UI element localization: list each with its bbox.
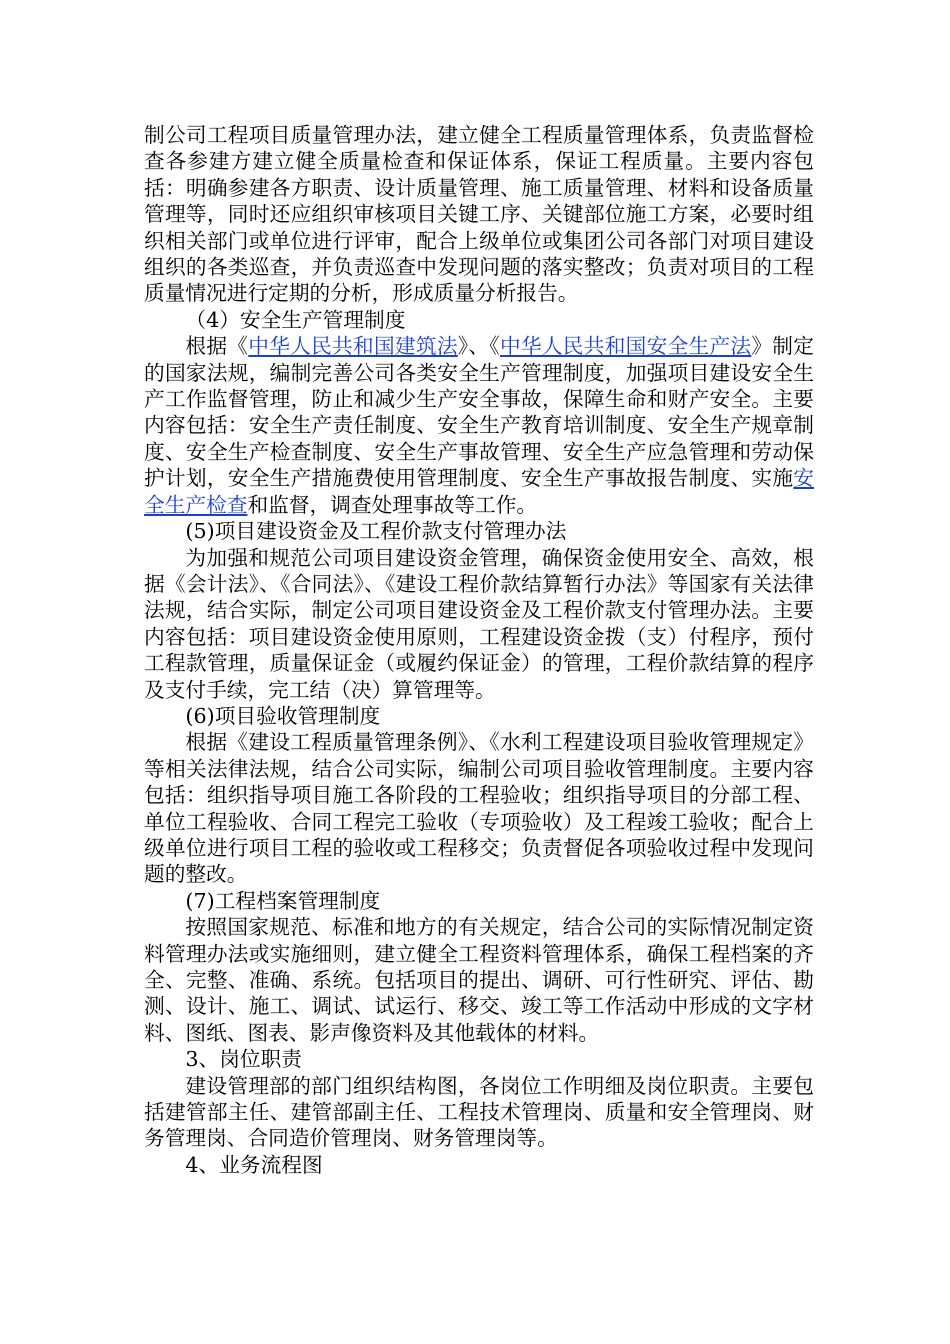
- heading-funds-payment: (5)项目建设资金及工程价款支付管理办法: [185, 519, 567, 544]
- text-segment: 和监督，调查处理事故等工作。: [247, 492, 538, 517]
- link-construction-law[interactable]: 中华人民共和国建筑法: [248, 334, 458, 359]
- heading-business-flowchart: 4、业务流程图: [185, 1152, 323, 1177]
- text-segment: 》制定的国家法规，编制完善公司各类安全生产管理制度，加强项目建设安全生产工作监督管理，防止和减少生产安全事故，保障生命和财产安全。主要内容包括：安全生产责任制度、安全生产教育培训制度、安全生产规章制度、安全生产检查制度、安全生产事故管理、安全生产应急管理和劳动保护计划，安全生产措施费使用管理制度、安全生产事故报告制度、实施: [144, 334, 814, 491]
- heading-acceptance: (6)项目验收管理制度: [185, 703, 381, 728]
- heading-archives: (7)工程档案管理制度: [185, 888, 381, 913]
- paragraph-funds-payment: 为加强和规范公司项目建设资金管理，确保资金使用安全、高效，根据《会计法》、《合同法》、《建设工程价款结算暂行办法》等国家有关法律法规，结合实际，制定公司项目建设资金及工程价款支付管理办法。主要内容包括：项目建设资金使用原则，工程建设资金拨（支）付程序，预付工程款管理，质量保证金（或履约保证金）的管理，工程价款结算的程序及支付手续，完工结（决）算管理等。: [144, 545, 814, 702]
- link-safety-production-law[interactable]: 中华人民共和国安全生产法: [499, 334, 752, 359]
- heading-job-duties: 3、岗位职责: [185, 1047, 302, 1072]
- paragraph-archives: 按照国家规范、标准和地方的有关规定，结合公司的实际情况制定资料管理办法或实施细则，建立健全工程资料管理体系，确保工程档案的齐全、完整、准确、系统。包括项目的提出、调研、可行性研究、评估、勘测、设计、施工、调试、试运行、移交、竣工等工作活动中形成的文字材料、图纸、图表、影声像资料及其他载体的材料。: [144, 915, 814, 1045]
- paragraph-acceptance: 根据《建设工程质量管理条例》、《水利工程建设项目验收管理规定》等相关法律法规，结合公司实际，编制公司项目验收管理制度。主要内容包括：组织指导项目施工各阶段的工程验收；组织指导项目的分部工程、单位工程验收、合同工程完工验收（专项验收）及工程竣工验收；配合上级单位进行项目工程的验收或工程移交；负责督促各项验收过程中发现问题的整改。: [144, 730, 814, 887]
- paragraph-quality-management: 制公司工程项目质量管理办法，建立健全工程质量管理体系，负责监督检查各参建方建立健全质量检查和保证体系，保证工程质量。主要内容包括：明确参建各方职责、设计质量管理、施工质量管理、材料和设备质量管理等，同时还应组织审核项目关键工序、关键部位施工方案，必要时组织相关部门或单位进行评审，配合上级单位或集团公司各部门对项目建设组织的各类巡查，并负责巡查中发现问题的落实整改；负责对项目的工程质量情况进行定期的分析，形成质量分析报告。: [144, 123, 814, 306]
- paragraph-job-duties: 建设管理部的部门组织结构图，各岗位工作明细及岗位职责。主要包括建管部主任、建管部副主任、工程技术管理岗、质量和安全管理岗、财务管理岗、合同造价管理岗、财务管理岗等。: [144, 1073, 814, 1151]
- paragraph-safety-production: [144, 333, 814, 518]
- heading-safety-production: （4）安全生产管理制度: [185, 307, 406, 332]
- text-segment: 》、《: [457, 334, 500, 359]
- text-segment: 根据《: [185, 334, 249, 359]
- link-safety-inspection[interactable]: 安全生产检查: [144, 466, 814, 517]
- document-page: [144, 122, 814, 1178]
